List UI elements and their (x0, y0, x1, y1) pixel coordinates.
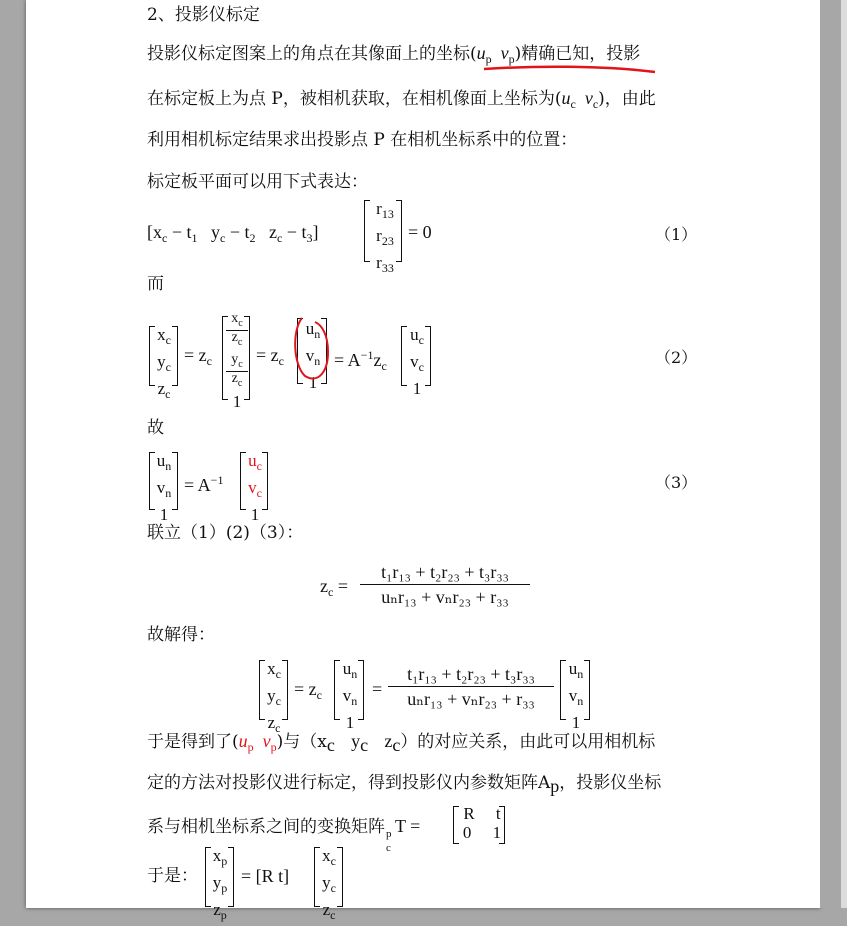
eq3-left-column: $u_n$ $v_n$ 1 (156, 451, 172, 524)
eq3-number: （3） (655, 473, 698, 492)
gujiede-text: 故解得： (147, 625, 215, 645)
para3-line3: 系与相机坐标系之间的变换矩阵 p c T = (147, 816, 421, 854)
section-heading: 2、投影仪标定 (147, 5, 260, 25)
para1-line3: 利用相机标定结果求出投影点 P 在相机坐标系中的位置： (147, 130, 578, 150)
para3-line2: 定的方法对投影仪进行标定，得到投影仪内参数矩阵$A_p$，投影仪坐标 (147, 773, 662, 796)
para2: 标定板平面可以用下式表达： (147, 172, 368, 192)
matrix-T: R t 0 1 (462, 804, 502, 842)
eq1-r-column: $r_{13}$ $r_{23}$ $r_{33}$ (376, 199, 394, 275)
gu-text: 故 (147, 418, 164, 438)
eq1-row: [$x_c - t_1$ $y_c - t_2$ $z_c - t_3$] (147, 222, 319, 245)
eq5-left-column: $x_c$ $y_c$ $z_c$ (267, 659, 281, 735)
yushi-text: 于是： (147, 866, 198, 886)
eq2-uc-column: $u_c$ $v_c$ 1 (410, 325, 424, 398)
eq6-mid: = [R t] (241, 866, 290, 886)
eq4-fraction: t₁r₁₃ + t₂r₂₃ + t₃r₃₃ uₙr₁₃ + vₙr₂₃ + r₃₃ (360, 562, 530, 608)
eq2-eqzc: = $z_c$ (184, 345, 212, 368)
underline-annotation (484, 67, 655, 72)
er-text: 而 (147, 274, 164, 294)
eq5-mid-column: $u_n$ $v_n$ 1 (342, 659, 358, 732)
eq5-equals: = (372, 679, 383, 699)
eq6-left-column: $x_p$ $y_p$ $z_p$ (212, 846, 228, 922)
eq5-eqzc: = $z_c$ (294, 679, 322, 702)
eq2-un-column: $u_n$ $v_n$ 1 (305, 319, 321, 392)
eq2-ainv: = $A^{-1}z_c$ (334, 348, 387, 373)
eq2-number: （2） (655, 348, 698, 367)
eq2-left-column: $x_c$ $y_c$ $z_c$ (157, 325, 171, 401)
eq4-lhs: $z_c$ = (320, 576, 348, 599)
eq2-frac-column: $x_c$ $z_c$ $y_c$ $z_c$ 1 (226, 312, 248, 408)
lianli-text: 联立（1）(2)（3）： (147, 523, 304, 543)
eq3-right-column: $u_c$ $v_c$ 1 (248, 451, 262, 524)
eq5-right-column: $u_n$ $v_n$ 1 (568, 659, 584, 732)
eq1-number: （1） (655, 225, 698, 244)
circle-annotation (295, 318, 328, 379)
eq6-right-column: $x_c$ $y_c$ $z_c$ (322, 846, 336, 922)
eq5-fraction: t₁r₁₃ + t₂r₂₃ + t₃r₃₃ uₙr₁₃ + vₙr₂₃ + r₃₃ (388, 664, 554, 710)
eq1-equals-zero: = 0 (408, 222, 432, 242)
eq2-eqzc2: = $z_c$ (256, 345, 284, 368)
para3-line1: 于是得到了($u_p$ $v_p$)与（$x_c$ $y_c$ $z_c$）的对应关系，由此可以用相机标 (147, 731, 656, 755)
para1-line2: 在标定板上为点 P，被相机获取，在相机像面上坐标为($u_c$ $v_c$)，由此 (147, 88, 656, 111)
eq3-ainv: = $A^{-1}$ (184, 473, 224, 495)
para1-line1: 投影仪标定图案上的角点在其像面上的坐标($u_p$ $v_p$)精确已知，投影 (147, 43, 641, 66)
